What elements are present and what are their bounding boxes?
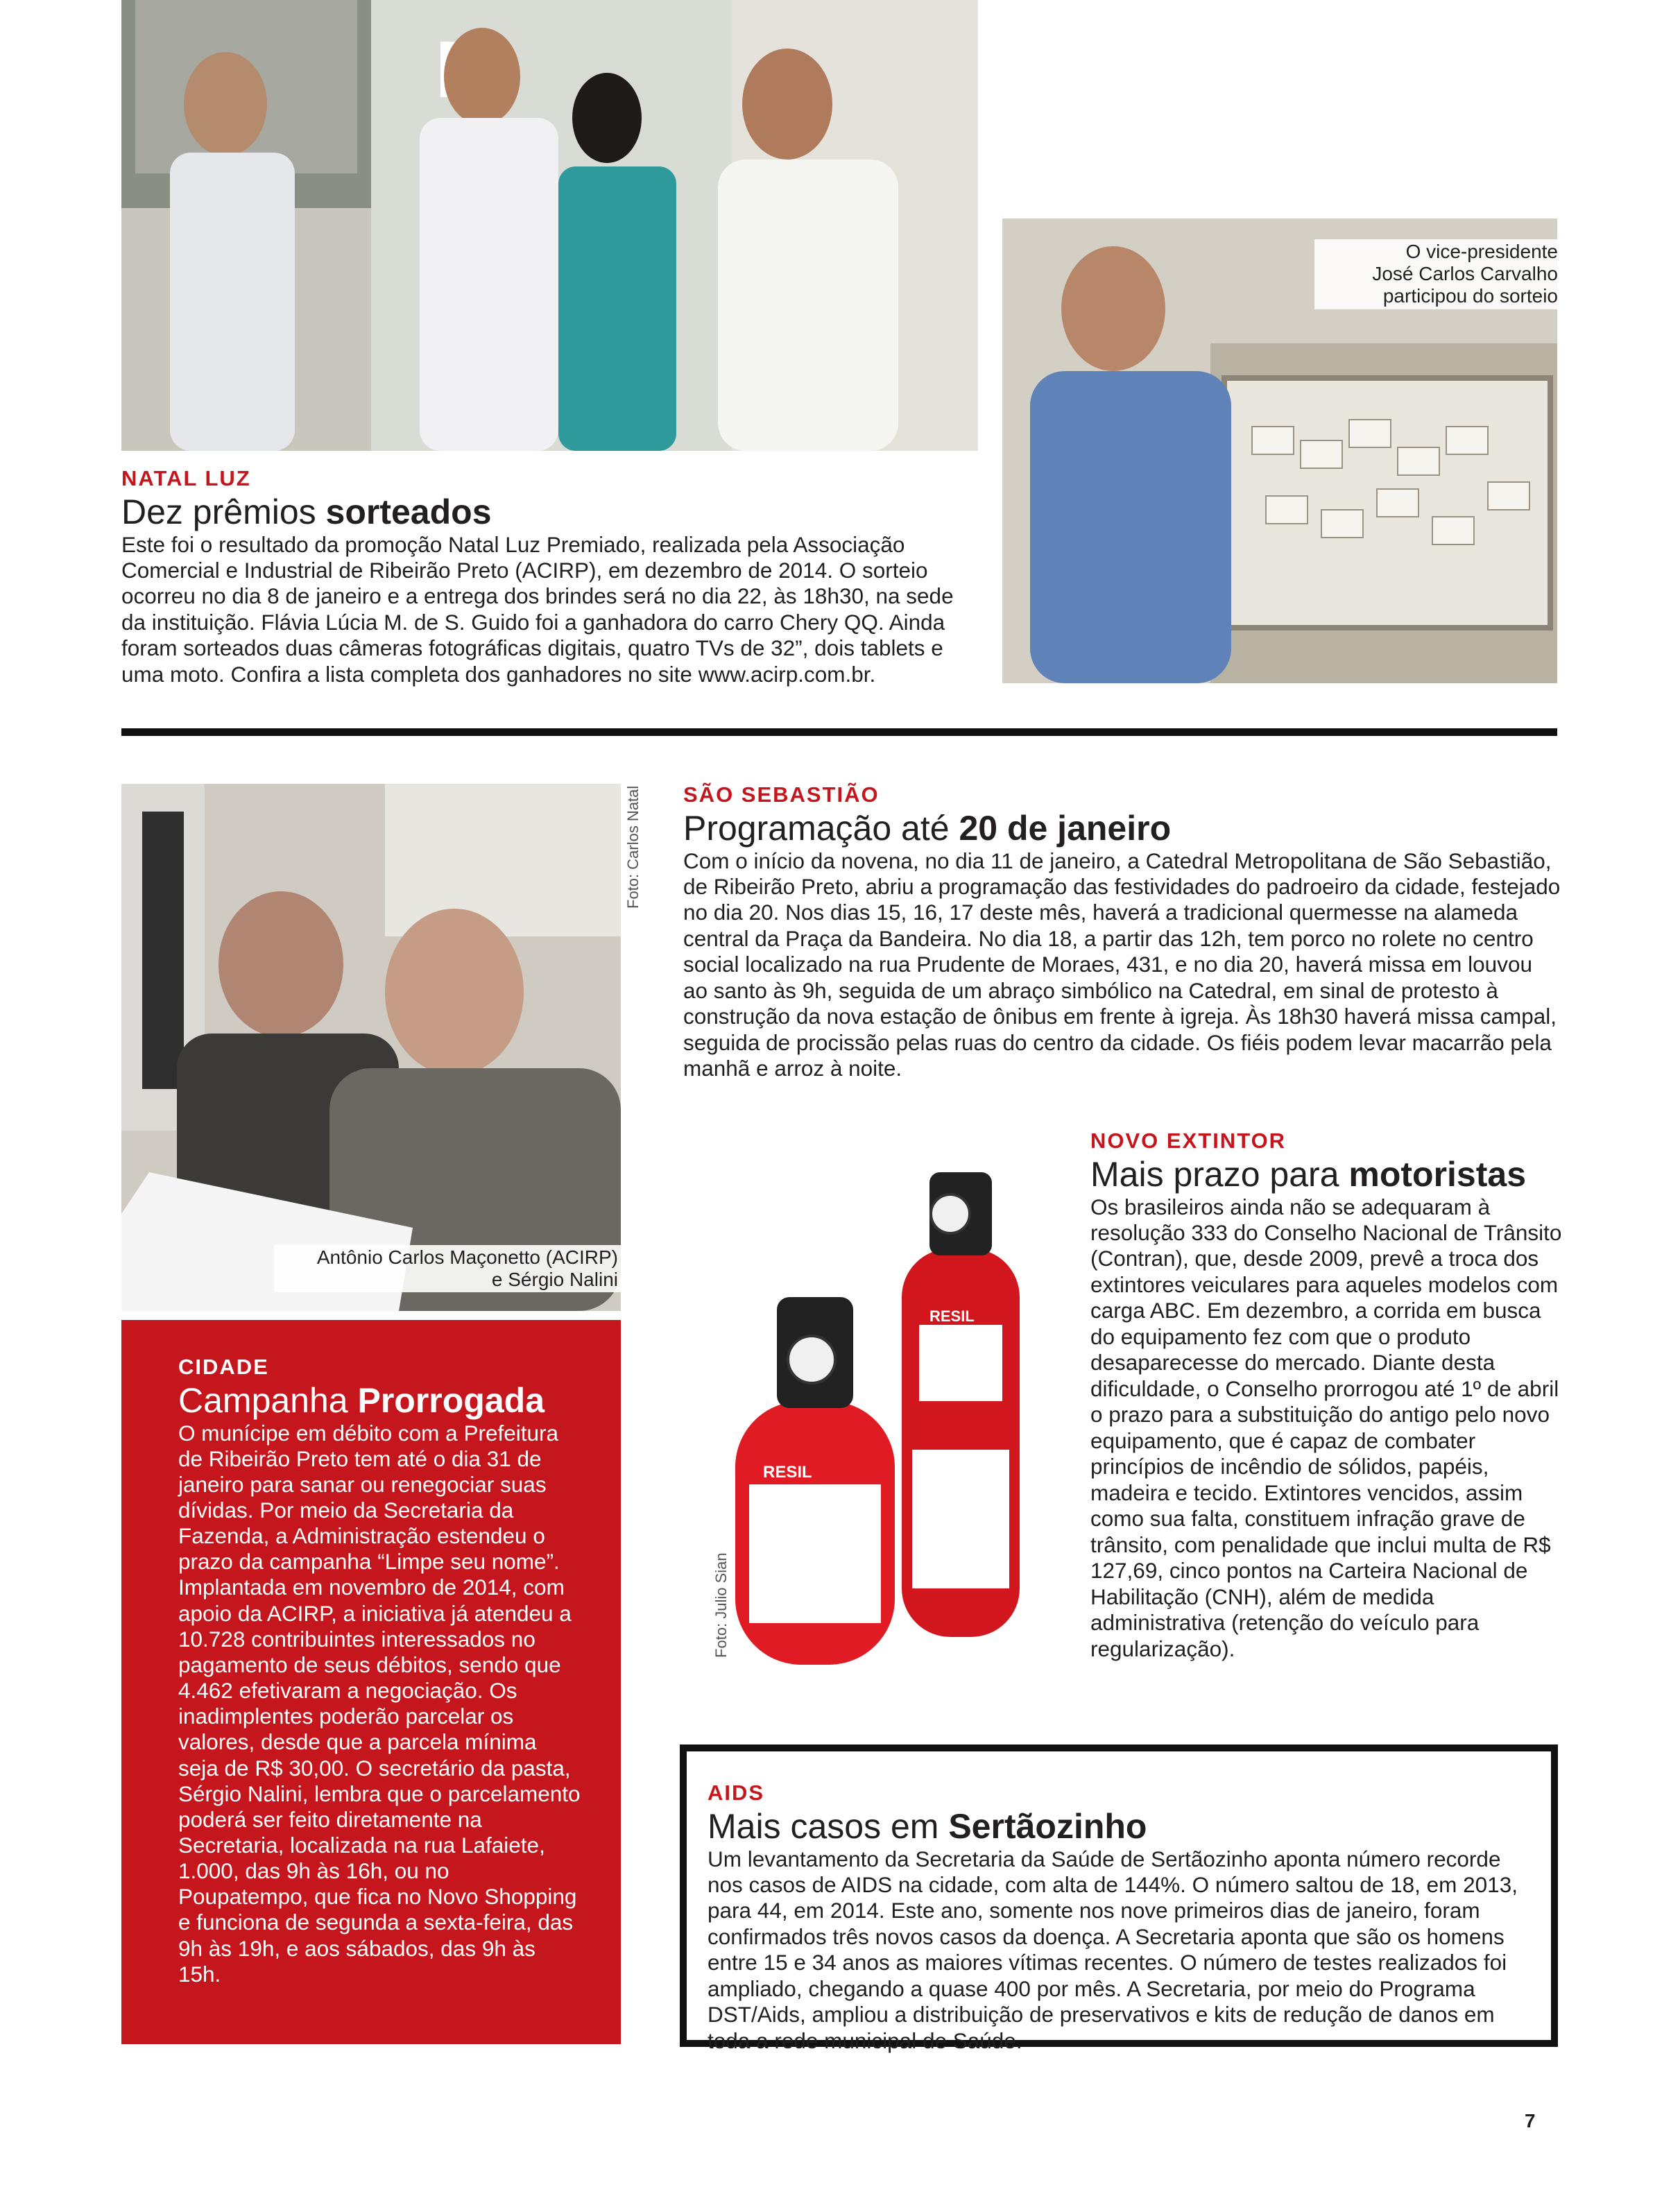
novo-extintor-headline-light: Mais prazo para — [1090, 1155, 1349, 1194]
aids-headline — [708, 1808, 1530, 1845]
article-natal-luz — [121, 466, 982, 687]
novo-extintor-kicker: NOVO EXTINTOR — [1090, 1129, 1287, 1153]
novo-extintor-body: Os brasileiros ainda não se adequaram à resolução 333 do Conselho Nacional de Trânsito (Contran), que, desde 2009, prevê a troca dos extintores veiculares para aqueles modelos com carga ABC. Em dezembro, a corrida em busca do equipamento fez com que o produto desaparecesse do mercado. Diante desta dificuldade, o Conselho prorrogou até 1º de abril o prazo para a substituição do antigo pelo novo equipamento, que é capaz de combater princípios de incêndio de sólidos, papéis, madeira e tecido. Extintores vencidos, assim como sua falta, constituem infração grave de trânsito, com penalidade que inclui multa de R$ 127,69, cinco pontos na Carteira Nacional de Habilitação (CNH), além de medida administrativa (retenção do veículo para regularização). — [1090, 1194, 1562, 1661]
natal-luz-body: Este foi o resultado da promoção Natal Luz Premiado, realizada pela Associação Comercial e Industrial de Ribeirão Preto (ACIRP), em dezembro de 2014. O sorteio ocorreu no dia 8 de janeiro e a entrega dos brindes será no dia 22, às 18h30, na sede da instituição. Flávia Lúcia M. de S. Guido foi a ganhadora do carro Chery QQ. Ainda foram sorteados duas câmeras fotográficas digitais, quatro TVs de 32”, dois tablets e uma moto. Confira a lista completa dos ganhadores no site www.acirp.com.br. — [121, 531, 954, 687]
section-divider — [121, 728, 1557, 736]
cidade-kicker: CIDADE — [178, 1355, 269, 1379]
aids-body: Um levantamento da Secretaria da Saúde de Sertãozinho aponta número recorde nos casos de AIDS na cidade, com alta de 144%. O número saltou de 18, em 2013, para 44, em 2014. Este ano, somente nos nove primeiros dias de janeiro, foram confirmados três novos casos da doença. A Secretaria aponta que são os homens entre 15 e 34 anos as maiores vítimas recentes. O número de testes realizados foi ampliado, chegando a quase 400 por mês. A Secretaria, por meio do Programa DST/Aids, ampliou a distribuição de preservativos e kits de redução de danos em toda a rede municipal de Saúde. — [708, 1846, 1518, 2053]
cidade-headline — [178, 1382, 581, 1419]
sao-sebastiao-headline-light: Programação até — [683, 809, 959, 848]
extintor-brand-front: RESIL — [763, 1463, 812, 1482]
novo-extintor-headline — [1090, 1156, 1562, 1193]
photo-extintores — [721, 1124, 1054, 1679]
sao-sebastiao-kicker: SÃO SEBASTIÃO — [683, 782, 880, 807]
photo-reuniao — [121, 784, 621, 1311]
cidade-headline-light: Campanha — [178, 1381, 358, 1420]
novo-extintor-headline-bold: motoristas — [1348, 1155, 1527, 1194]
article-cidade — [121, 1320, 621, 2044]
natal-luz-headline — [121, 494, 982, 531]
article-novo-extintor — [1090, 1129, 1562, 1662]
extintor-brand-back: RESIL — [929, 1308, 975, 1325]
sao-sebastiao-headline — [683, 810, 1561, 847]
page-number: 7 — [1525, 2110, 1536, 2132]
photo-credit-extintores: Foto: Julio Sian — [712, 1552, 730, 1658]
aids-kicker: AIDS — [708, 1781, 765, 1805]
photo-credit-reuniao: Foto: Carlos Natal — [624, 785, 642, 909]
sao-sebastiao-body: Com o início da novena, no dia 11 de janeiro, a Catedral Metropolitana de São Sebastião, de Ribeirão Preto, abriu a programação das festividades do padroeiro da cidade, festejado no dia 20. Nos dias 15, 16, 17 deste mês, haverá a tradicional quermesse na alameda central da Praça da Bandeira. No dia 18, a partir das 12h, tem porco no rolete no centro social localizado na rua Prudente de Moraes, 431, e no dia 20, haverá missa em louvou ao santo às 9h, seguida de um abraço simbólico na Catedral, em sinal de protesto à construção da nova estação de ônibus em frente à igreja. Às 18h30 haverá missa campal, seguida de procissão pelas ruas do centro da cidade. Os fiéis podem levar macarrão pela manhã e arroz à noite. — [683, 848, 1561, 1081]
natal-luz-kicker: NATAL LUZ — [121, 466, 251, 490]
article-sao-sebastiao — [683, 782, 1561, 1082]
natal-luz-headline-bold: sorteados — [325, 492, 492, 531]
aids-headline-bold: Sertãozinho — [948, 1807, 1147, 1846]
photo-sorteio — [121, 0, 978, 451]
natal-luz-headline-light: Dez prêmios — [121, 492, 326, 531]
cidade-headline-bold: Prorrogada — [357, 1381, 545, 1420]
article-aids — [680, 1744, 1558, 2053]
photo-caption-reuniao: Antônio Carlos Maçonetto (ACIRP) e Sérgio Nalini — [274, 1245, 622, 1292]
sao-sebastiao-headline-bold: 20 de janeiro — [959, 809, 1172, 848]
aids-headline-light: Mais casos em — [708, 1807, 949, 1846]
cidade-body: O munícipe em débito com a Prefeitura de Ribeirão Preto tem até o dia 31 de janeiro para sanar ou renegociar suas dívidas. Por meio da Secretaria da Fazenda, a Administração estendeu o prazo da campanha “Limpe seu nome”. Implantada em novembro de 2014, com apoio da ACIRP, a iniciativa já atendeu a 10.728 contribuintes interessados no pagamento de seus débitos, sendo que 4.462 efetivaram a negociação. Os inadimplentes poderão parcelar os valores, desde que a parcela mínima seja de R$ 30,00. O secretário da pasta, Sérgio Nalini, lembra que o parcelamento poderá ser feito diretamente na Secretaria, localizada na rua Lafaiete, 1.000, das 9h às 16h, ou no Poupatempo, que fica no Novo Shopping e funciona de segunda a sexta-feira, das 9h às 19h, e aos sábados, das 9h às 15h. — [178, 1420, 581, 1987]
photo-caption-vice-presidente: O vice-presidente José Carlos Carvalho participou do sorteio — [1314, 239, 1562, 309]
